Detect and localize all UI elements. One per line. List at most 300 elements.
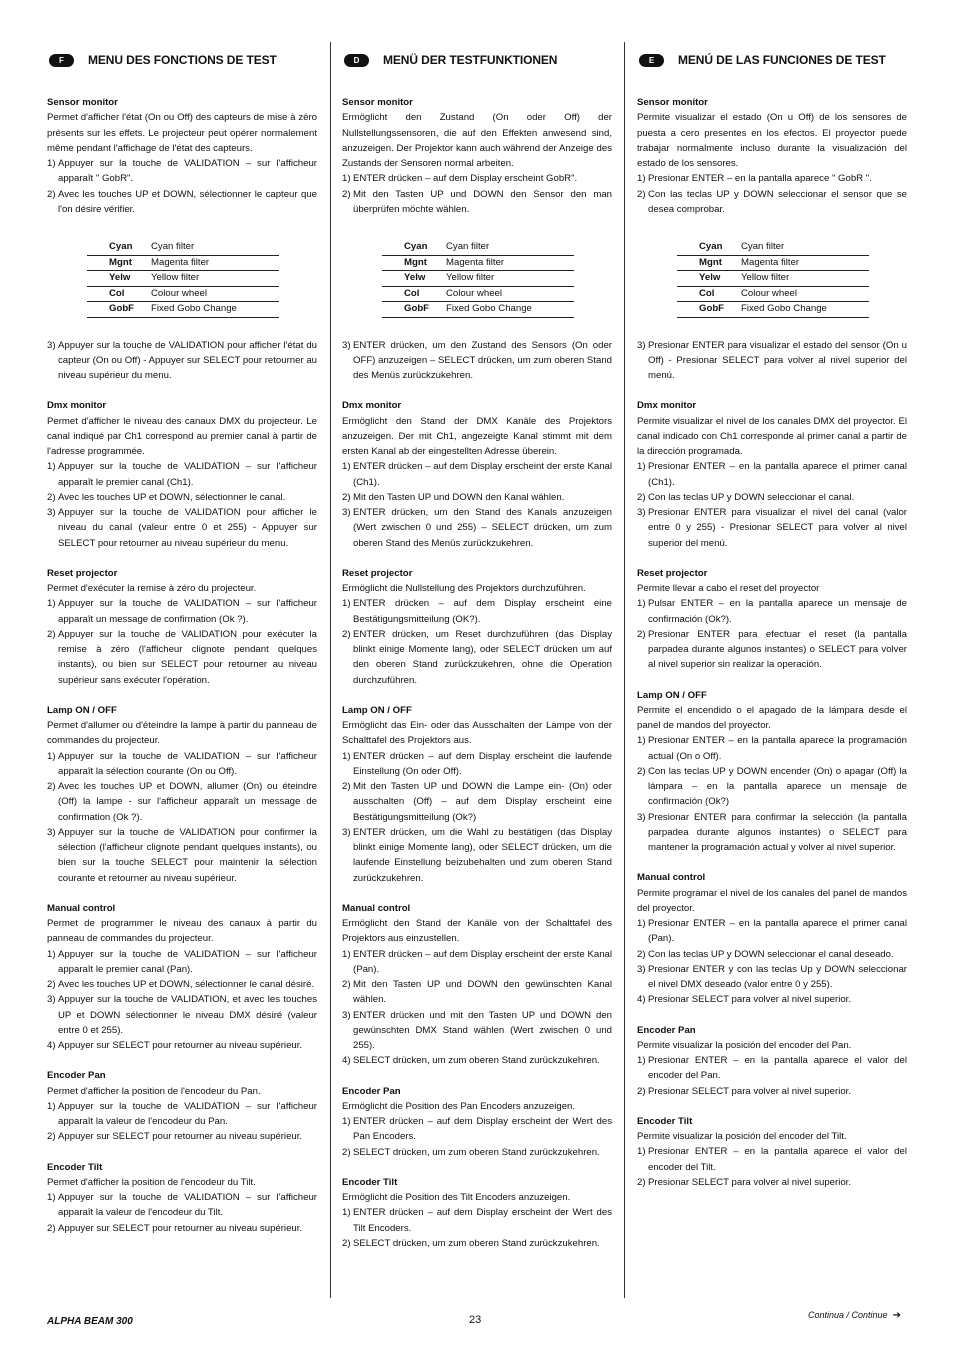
sensor-row <box>677 271 869 287</box>
section-title: Encoder Pan <box>637 1024 696 1036</box>
step-number: 3) <box>342 507 351 518</box>
sensor-code: Col <box>382 286 446 302</box>
section <box>342 703 612 886</box>
step-item <box>342 749 612 780</box>
column-title: MENÜ DER TESTFUNKTIONEN <box>383 53 558 67</box>
section <box>637 398 907 551</box>
product-name: ALPHA BEAM 300 <box>47 1316 133 1327</box>
section-title: Manual control <box>637 872 706 884</box>
section <box>342 1084 612 1160</box>
section-intro: Permet de programmer le niveau des canaux à partir du panneau de commandes du projecteur. <box>47 918 317 945</box>
step-number: 1) <box>47 750 56 762</box>
step-item <box>637 764 907 810</box>
sensor-name: Magenta filter <box>741 255 869 271</box>
section <box>342 566 612 688</box>
step-item <box>637 916 907 947</box>
column-divider <box>330 42 331 1298</box>
section-intro: Permet d'afficher le niveau des canaux DMX du projecteur. Le canal indiqué par Ch1 correspond au premier canal à partir de l'adresse programmée. <box>47 415 317 457</box>
step-item <box>637 992 907 1007</box>
column-header <box>344 50 612 70</box>
step-item <box>637 1144 907 1175</box>
step-number: 3) <box>342 339 351 351</box>
step-item <box>637 1175 907 1190</box>
sensor-code: GobF <box>87 302 151 318</box>
step-number: 2) <box>47 1222 56 1234</box>
sensor-name: Cyan filter <box>446 240 574 255</box>
section-intro: Permet d'exécuter la remise à zéro du projecteur. <box>47 583 257 594</box>
step-number: 1) <box>47 948 56 960</box>
step-list <box>47 338 317 384</box>
section-title: Encoder Tilt <box>637 1115 693 1127</box>
step-number: 1) <box>47 598 56 610</box>
step-item <box>637 505 907 551</box>
step-number: 2) <box>342 491 351 503</box>
step-list <box>47 459 317 551</box>
step-text: Presionar ENTER para visualizar el nivel del canal (valor entre 0 y 255) - Presionar SELECT para volver al nivel superior del menú. <box>648 507 907 549</box>
step-text: Mit den Tasten UP und DOWN die Lampe ein- (On) oder ausschalten (Off) – auf dem Display erscheint eine Bestätigungsmitteilung (Ok?) <box>353 781 612 823</box>
section-title: Encoder Tilt <box>47 1161 103 1173</box>
step-item <box>637 338 907 384</box>
section-intro: Ermöglicht den Stand der Kanäle von der Schalttafel des Projektors aus einzustellen. <box>342 918 612 945</box>
step-list <box>637 171 907 217</box>
column-title: MENÚ DE LAS FUNCIONES DE TEST <box>678 53 886 67</box>
step-item <box>637 627 907 673</box>
section <box>47 398 317 551</box>
section <box>47 1068 317 1144</box>
step-item <box>47 338 317 384</box>
step-text: Presionar ENTER para visualizar el estado del sensor (On u Off) - Presionar SELECT para volver al nivel superior del menú. <box>648 339 907 381</box>
section-intro: Permite el encendido o el apagado de la lámpara desde el panel de mandos del proyector. <box>637 704 907 731</box>
step-text: Pulsar ENTER – en la pantalla aparece un mensaje de confirmación (Ok?). <box>648 598 907 625</box>
step-number: 3) <box>47 339 56 351</box>
step-item <box>47 947 317 978</box>
step-number: 1) <box>342 750 351 762</box>
step-number: 4) <box>637 994 646 1006</box>
section-title: Dmx monitor <box>342 400 402 412</box>
section-title: Lamp ON / OFF <box>342 704 412 716</box>
column-spanish <box>637 50 907 1205</box>
step-item <box>47 1190 317 1221</box>
step-text: Presionar ENTER – en la pantalla aparece el valor del encoder del Pan. <box>648 1055 907 1082</box>
step-item <box>342 338 612 384</box>
step-number: 2) <box>47 628 56 640</box>
step-number: 1) <box>342 173 351 185</box>
step-item <box>342 947 612 978</box>
sensor-row <box>677 286 869 302</box>
step-text: ENTER drücken – auf dem Display erscheint eine Bestätigungsmitteilung (OK?). <box>353 598 612 625</box>
sensor-name: Fixed Gobo Change <box>151 302 279 318</box>
section-title: Lamp ON / OFF <box>637 689 707 701</box>
step-item <box>342 1008 612 1054</box>
sensor-code: GobF <box>677 302 741 318</box>
step-text: ENTER drücken – auf dem Display erscheint der erste Kanal (Ch1). <box>353 461 612 488</box>
step-text: Presionar ENTER para efectuar el reset (la pantalla parpadea durante algunos instantes) o SELECT para volver al nivel superior sin realizar la operación. <box>648 628 907 671</box>
section <box>47 95 317 383</box>
step-number: 2) <box>637 765 646 777</box>
step-text: Appuyer sur la touche de VALIDATION – sur l'afficheur apparaît la sélection courante (On ou Off). <box>58 750 317 777</box>
sensor-code: Cyan <box>87 240 151 255</box>
section <box>47 703 317 886</box>
sensor-code: Mgnt <box>87 255 151 271</box>
section <box>637 870 907 1007</box>
step-item <box>342 596 612 627</box>
step-list <box>342 1114 612 1160</box>
continue-label: Continua / Continue <box>808 1310 888 1320</box>
step-item <box>342 825 612 886</box>
sensor-row <box>677 240 869 255</box>
step-item <box>637 1053 907 1084</box>
section-intro: Permet d'afficher l'état (On ou Off) des capteurs de mise à zéro présents sur les effets. Le projecteur peut opérer normalement même pendant l'affichage de l'état des capteurs. <box>47 112 317 154</box>
step-list <box>637 1053 907 1099</box>
step-list <box>637 916 907 1008</box>
sensor-code: Yelw <box>382 271 446 287</box>
sensor-name: Colour wheel <box>741 286 869 302</box>
step-number: 2) <box>47 781 56 792</box>
sensor-code: Col <box>87 286 151 302</box>
step-number: 1) <box>47 461 56 473</box>
step-item <box>47 779 317 825</box>
section <box>342 398 612 551</box>
step-number: 2) <box>637 948 646 960</box>
section <box>637 1114 907 1190</box>
sensor-row <box>677 302 869 318</box>
section-intro: Permet d'afficher la position de l'encodeur du Tilt. <box>47 1176 256 1188</box>
section-intro: Ermöglicht die Position des Tilt Encoders anzuzeigen. <box>342 1192 571 1203</box>
section-title: Dmx monitor <box>637 400 697 412</box>
column-header <box>639 50 907 70</box>
step-number: 1) <box>47 158 56 169</box>
sensor-code: GobF <box>382 302 446 318</box>
step-text: Presionar ENTER para confirmar la selección (la pantalla parpadea durante algunos instantes) o SELECT para mantener la programación actual y volver al nivel superior. <box>648 811 907 853</box>
sensor-name: Magenta filter <box>151 255 279 271</box>
step-item <box>47 490 317 505</box>
sensor-table <box>382 240 574 318</box>
sensor-code: Col <box>677 286 741 302</box>
section <box>47 566 317 688</box>
step-text: Presionar ENTER – en la pantalla aparece el primer canal (Pan). <box>648 918 907 945</box>
step-list <box>342 947 612 1069</box>
step-text: Appuyer sur la touche de VALIDATION – sur l'afficheur apparaît le premier canal (Ch1). <box>58 461 317 488</box>
step-item <box>47 1038 317 1053</box>
step-item <box>637 962 907 993</box>
section-title: Sensor monitor <box>637 97 708 108</box>
step-item <box>637 596 907 627</box>
step-item <box>342 1205 612 1236</box>
step-text: Appuyer sur la touche de VALIDATION – sur l'afficheur apparaît " GobR". <box>58 158 317 185</box>
section <box>637 95 907 383</box>
step-item <box>342 779 612 825</box>
step-text: Presionar ENTER – en la pantalla aparece el primer canal (Ch1). <box>648 461 907 488</box>
section-intro: Ermöglicht den Zustand (On oder Off) der Nullstellungssensoren, die auf den Effekten anwesend sind, anzuzeigen. Der Projektor kann auch während der Anzeige des Zustands der Sensoren normal arbeiten. <box>342 112 612 169</box>
step-text: Appuyer sur la touche de VALIDATION – sur l'afficheur apparaît un message de confirmation (Ok ?). <box>58 598 317 625</box>
step-number: 3) <box>47 994 56 1006</box>
section-title: Reset projector <box>637 567 708 579</box>
step-number: 2) <box>342 781 351 792</box>
sensor-name: Colour wheel <box>151 286 279 302</box>
step-item <box>47 627 317 688</box>
step-text: Appuyer sur SELECT pour retourner au niveau supérieur. <box>58 1040 303 1051</box>
column-header <box>49 50 317 70</box>
section-intro: Ermöglicht die Nullstellung des Projektors durchzuführen. <box>342 583 586 594</box>
step-number: 1) <box>637 918 646 929</box>
sensor-code: Mgnt <box>677 255 741 271</box>
section-intro: Permite llevar a cabo el reset del proyector <box>637 583 820 594</box>
step-text: Appuyer sur SELECT pour retourner au niveau supérieur. <box>58 1222 303 1234</box>
step-number: 2) <box>637 491 646 503</box>
step-list <box>47 596 317 688</box>
step-text: Appuyer sur la touche de VALIDATION pour afficher le niveau du canal (valeur entre 0 et 255) - Appuyer sur SELECT pour retourner au niveau supérieur du menu. <box>58 507 317 549</box>
step-number: 2) <box>47 979 56 990</box>
sensor-row <box>677 255 869 271</box>
step-text: ENTER drücken, um den Zustand des Sensors (On oder OFF) anzuzeigen – SELECT drücken, um zum oberen Stand des Menüs zurückzukehren. <box>353 339 612 381</box>
step-list <box>637 459 907 551</box>
section-intro: Permite visualizar el nivel de los canales DMX del proyector. El canal indicado con Ch1 corresponde al primer canal a partir de la dirección programada. <box>637 415 907 457</box>
step-text: Mit den Tasten UP und DOWN den Kanal wählen. <box>353 491 565 503</box>
sensor-code: Yelw <box>677 271 741 287</box>
step-text: Presionar ENTER y con las teclas Up y DOWN seleccionar el nivel DMX deseado (valor entre 0 y 255). <box>648 963 907 990</box>
step-number: 1) <box>637 735 646 747</box>
section <box>637 566 907 673</box>
step-text: Mit den Tasten UP und DOWN den Sensor den man überprüfen möchte wählen. <box>353 188 612 215</box>
sensor-table <box>87 240 279 318</box>
step-number: 2) <box>47 1131 56 1143</box>
step-number: 3) <box>342 826 351 838</box>
sensor-row <box>87 286 279 302</box>
section-title: Encoder Pan <box>342 1085 401 1097</box>
section <box>47 1160 317 1236</box>
step-text: ENTER drücken – auf dem Display erscheint der Wert des Tilt Encoders. <box>353 1207 612 1234</box>
sensor-row <box>382 286 574 302</box>
step-number: 2) <box>47 491 56 503</box>
continue-note <box>808 1310 901 1321</box>
step-list <box>637 1144 907 1190</box>
step-list <box>47 749 317 886</box>
step-text: Appuyer sur la touche de VALIDATION, et avec les touches UP et DOWN sélectionner le niveau DMX désiré (valeur entre 0 et 255). <box>58 994 317 1036</box>
step-item <box>342 627 612 688</box>
step-number: 3) <box>47 826 56 838</box>
sensor-row <box>382 255 574 271</box>
step-item <box>342 1145 612 1160</box>
step-text: Appuyer sur la touche de VALIDATION – sur l'afficheur apparaît le premier canal (Pan). <box>58 948 317 975</box>
step-text: ENTER drücken – auf dem Display erscheint die laufende Einstellung (On oder Off). <box>353 750 612 777</box>
step-number: 2) <box>342 628 351 640</box>
sensor-name: Fixed Gobo Change <box>741 302 869 318</box>
section-title: Manual control <box>47 902 116 914</box>
section-title: Reset projector <box>47 567 118 579</box>
step-item <box>342 490 612 505</box>
section-intro: Permite visualizar la posición del encoder del Pan. <box>637 1039 852 1051</box>
sensor-code: Cyan <box>677 240 741 255</box>
step-number: 3) <box>47 507 56 518</box>
step-number: 4) <box>342 1055 351 1067</box>
section-intro: Permet d'afficher la position de l'encodeur du Pan. <box>47 1085 261 1097</box>
section <box>637 688 907 856</box>
step-number: 1) <box>342 1116 351 1127</box>
step-text: SELECT drücken, um zum oberen Stand zurückzukehren. <box>353 1237 600 1249</box>
sensor-row <box>87 240 279 255</box>
section-intro: Ermöglicht das Ein- oder das Ausschalten der Lampe von der Schalttafel des Projektors aus. <box>342 720 612 747</box>
sensor-name: Magenta filter <box>446 255 574 271</box>
section-title: Encoder Pan <box>47 1070 106 1082</box>
section-title: Encoder Tilt <box>342 1176 398 1188</box>
step-item <box>342 1053 612 1068</box>
step-number: 2) <box>637 1176 646 1188</box>
step-text: ENTER drücken – auf dem Display erscheint GobR". <box>353 173 578 185</box>
step-item <box>342 505 612 551</box>
section-title: Dmx monitor <box>47 400 107 412</box>
sensor-name: Colour wheel <box>446 286 574 302</box>
step-item <box>637 490 907 505</box>
step-item <box>342 977 612 1008</box>
step-item <box>342 1114 612 1145</box>
section <box>342 95 612 383</box>
step-item <box>637 171 907 186</box>
step-list <box>342 338 612 384</box>
step-list <box>47 1099 317 1145</box>
step-item <box>47 1221 317 1236</box>
step-text: Con las teclas UP y DOWN seleccionar el canal deseado. <box>648 948 894 960</box>
step-number: 1) <box>342 1207 351 1219</box>
section <box>47 901 317 1054</box>
sensor-name: Yellow filter <box>151 271 279 287</box>
step-item <box>637 1084 907 1099</box>
step-number: 3) <box>637 507 646 518</box>
step-number: 3) <box>637 963 646 975</box>
sensor-row <box>382 271 574 287</box>
sensor-name: Cyan filter <box>741 240 869 255</box>
step-number: 2) <box>637 188 646 200</box>
step-text: ENTER drücken – auf dem Display erscheint der erste Kanal (Pan). <box>353 948 612 975</box>
step-text: SELECT drücken, um zum oberen Stand zurückzukehren. <box>353 1146 600 1158</box>
step-number: 2) <box>342 188 351 200</box>
sensor-code: Yelw <box>87 271 151 287</box>
step-item <box>342 171 612 186</box>
step-number: 3) <box>637 811 646 823</box>
step-item <box>47 459 317 490</box>
sensor-row <box>87 302 279 318</box>
step-item <box>47 1099 317 1130</box>
page-number: 23 <box>469 1314 482 1326</box>
sensor-row <box>382 240 574 255</box>
section-intro: Permet d'allumer ou d'éteindre la lampe à partir du panneau de commandes du projecteur. <box>47 720 317 747</box>
step-item <box>47 825 317 886</box>
step-item <box>637 459 907 490</box>
step-item <box>637 947 907 962</box>
section-title: Sensor monitor <box>47 97 118 108</box>
step-text: ENTER drücken – auf dem Display erscheint der Wert des Pan Encoders. <box>353 1116 612 1143</box>
step-text: ENTER drücken, um die Wahl zu bestätigen (das Display blinkt einige Momente lang), oder SELECT drücken, um die laufende Einstellung beizubehalten und zum oberen Stand zurückzukehren. <box>353 826 612 884</box>
step-number: 1) <box>637 598 646 610</box>
sensor-row <box>382 302 574 318</box>
step-text: Appuyer sur la touche de VALIDATION pour afficher l'état du capteur (On ou Off) - Appuyer sur SELECT pour retourner au niveau supérieur du menu. <box>58 339 317 381</box>
section-title: Manual control <box>342 902 411 914</box>
language-badge: F <box>49 54 74 67</box>
column-french <box>47 50 317 1251</box>
step-text: Presionar ENTER – en la pantalla aparece " GobR ". <box>648 173 872 185</box>
step-text: Avec les touches UP et DOWN, sélectionner le canal. <box>58 491 286 503</box>
step-number: 1) <box>342 948 351 960</box>
step-item <box>47 977 317 992</box>
section-intro: Permite visualizar el estado (On u Off) de los sensores de puesta a cero presentes en los efectos. El proyector puede trabajar normalmente incluso durante la visualización del estado de los sensores. <box>637 112 907 169</box>
step-text: SELECT drücken, um zum oberen Stand zurückzukehren. <box>353 1055 600 1067</box>
sensor-row <box>87 271 279 287</box>
step-number: 3) <box>342 1009 351 1021</box>
step-item <box>47 505 317 551</box>
step-number: 2) <box>342 979 351 990</box>
step-item <box>47 596 317 627</box>
section-title: Reset projector <box>342 567 413 579</box>
sensor-row <box>87 255 279 271</box>
step-text: Appuyer sur la touche de VALIDATION pour exécuter la remise à zéro (l'afficheur clignote pendant quelques instants), ou bien sur SELECT pour retourner au niveau supérieur sans exécuter l'opération. <box>58 628 317 686</box>
step-list <box>47 1190 317 1236</box>
sensor-name: Yellow filter <box>741 271 869 287</box>
arrow-right-icon: ➔ <box>892 1310 901 1321</box>
column-title: MENU DES FONCTIONS DE TEST <box>88 53 277 67</box>
step-number: 1) <box>342 461 351 473</box>
step-text: Avec les touches UP et DOWN, allumer (On) ou éteindre (Off) la lampe - sur l'afficheur apparaît un message de confirmation (Ok ?). <box>58 781 317 823</box>
step-item <box>342 187 612 218</box>
step-item <box>342 459 612 490</box>
step-item <box>637 187 907 218</box>
step-item <box>47 187 317 218</box>
step-number: 1) <box>637 173 646 185</box>
column-body <box>637 95 907 1190</box>
section-intro: Permite programar el nivel de los canales del panel de mandos del proyector. <box>637 887 907 914</box>
step-number: 1) <box>47 1100 56 1112</box>
step-text: Con las teclas UP y DOWN encender (On) o apagar (Off) la lámpara – en la pantalla aparece un mensaje de confirmación (Ok?) <box>648 765 907 808</box>
step-item <box>47 992 317 1038</box>
section-intro: Ermöglicht den Stand der DMX Kanäle des Projektors anzuzeigen. Der mit Ch1, angezeigte Kanal stimmt mit dem ersten Kanal ab der eingestellten Adresse überein. <box>342 415 612 457</box>
step-number: 2) <box>637 628 646 640</box>
step-text: ENTER drücken, um den Stand des Kanals anzuzeigen (Wert zwischen 0 und 255) – SELECT drücken, um zum oberen Stand des Menüs zurückzukehren. <box>353 507 612 549</box>
section-title: Sensor monitor <box>342 97 413 108</box>
step-text: Appuyer sur la touche de VALIDATION – sur l'afficheur apparaît la valeur de l'encodeur du Pan. <box>58 1100 317 1127</box>
step-number: 2) <box>342 1237 351 1249</box>
sensor-name: Cyan filter <box>151 240 279 255</box>
step-text: Presionar ENTER – en la pantalla aparece el valor del encoder del Tilt. <box>648 1146 907 1173</box>
step-text: Avec les touches UP et DOWN, sélectionner le capteur que l'on désire vérifier. <box>58 188 317 215</box>
step-item <box>342 1236 612 1251</box>
sensor-name: Yellow filter <box>446 271 574 287</box>
step-text: Presionar SELECT para volver al nivel superior. <box>648 1085 851 1097</box>
step-number: 1) <box>637 1055 646 1066</box>
section-title: Lamp ON / OFF <box>47 704 117 716</box>
step-number: 2) <box>47 188 56 200</box>
column-body <box>342 95 612 1251</box>
step-text: Appuyer sur SELECT pour retourner au niveau supérieur. <box>58 1131 303 1143</box>
section <box>637 1023 907 1099</box>
step-list <box>342 459 612 551</box>
column-german <box>342 50 612 1266</box>
step-list <box>637 338 907 384</box>
step-list <box>342 1205 612 1251</box>
sensor-table <box>677 240 869 318</box>
step-list <box>342 171 612 217</box>
step-number: 4) <box>47 1040 56 1051</box>
step-item <box>47 156 317 187</box>
step-text: Presionar ENTER – en la pantalla aparece la programación actual (On o Off). <box>648 735 907 762</box>
step-text: Con las teclas UP y DOWN seleccionar el sensor que se desea comprobar. <box>648 188 907 215</box>
step-number: 2) <box>342 1146 351 1158</box>
step-text: Appuyer sur la touche de VALIDATION pour confirmer la sélection (l'afficheur clignote pendant quelques instants), ou bien sur la touche SELECT pour maintenir la sélection courante et retourner au niveau supérieur. <box>58 826 317 884</box>
step-number: 2) <box>637 1085 646 1097</box>
step-list <box>637 596 907 672</box>
step-list <box>637 733 907 855</box>
sensor-code: Mgnt <box>382 255 446 271</box>
step-text: Con las teclas UP y DOWN seleccionar el canal. <box>648 491 855 503</box>
step-text: Presionar SELECT para volver al nivel superior. <box>648 1176 851 1188</box>
step-number: 3) <box>637 339 646 351</box>
